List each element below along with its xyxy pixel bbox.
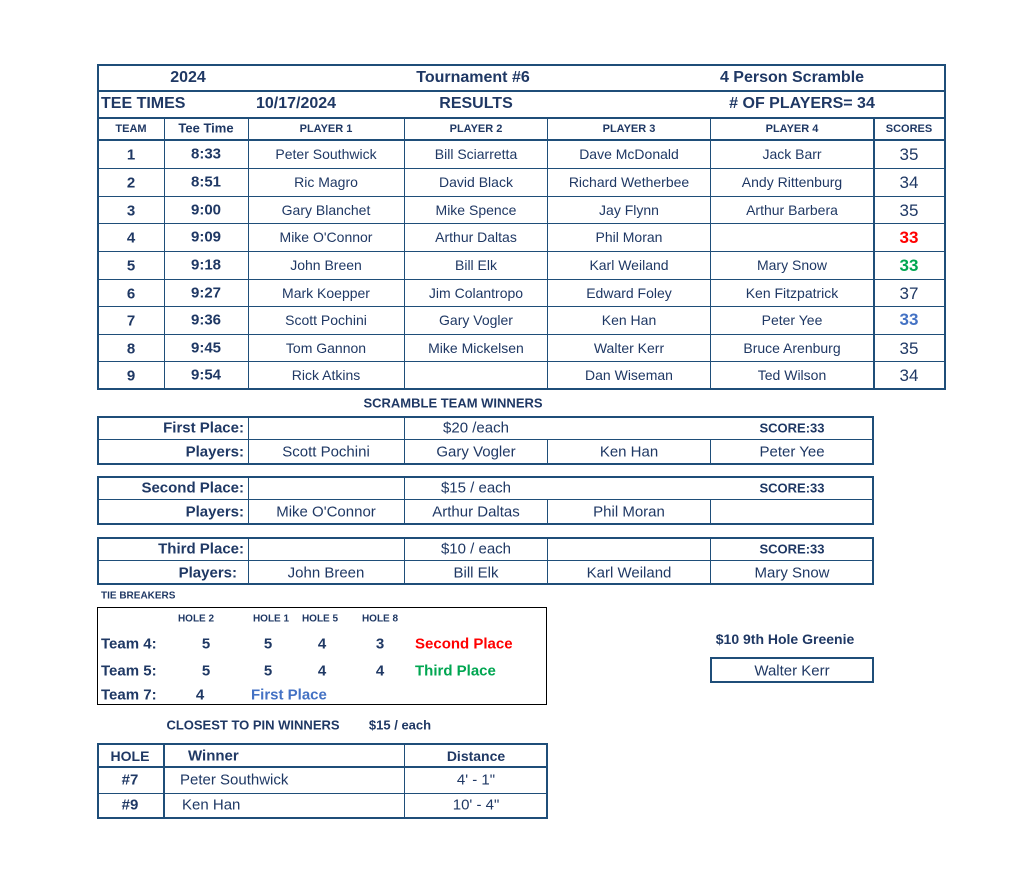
- divider: [163, 743, 165, 819]
- year: 2024: [170, 69, 206, 86]
- tee-time: 9:45: [190, 339, 222, 357]
- winner-player: Karl Weiland: [586, 564, 672, 582]
- divider: [97, 499, 874, 500]
- closest-col-hole: HOLE: [110, 748, 150, 764]
- divider: [248, 416, 249, 465]
- winner-player: Mike O'Connor: [276, 503, 376, 521]
- team-number: 9: [126, 367, 136, 385]
- closest-winner: Peter Southwick: [180, 771, 289, 789]
- team-score: 33: [899, 228, 919, 247]
- team-score: 33: [899, 256, 919, 275]
- divider: [97, 139, 946, 141]
- divider: [873, 117, 875, 390]
- closest-col-distance: Distance: [446, 748, 506, 764]
- winner-player: Gary Vogler: [436, 443, 516, 461]
- player-name: Andy Rittenburg: [741, 174, 843, 190]
- player-name: Dave McDonald: [579, 146, 679, 162]
- team-score: 35: [899, 339, 919, 358]
- player-name: David Black: [439, 174, 513, 190]
- divider: [404, 416, 405, 465]
- tie-hole-header: HOLE 8: [361, 613, 399, 625]
- divider: [248, 537, 249, 585]
- player-name: John Breen: [290, 257, 362, 273]
- team-number: 3: [126, 202, 136, 220]
- tie-value: 4: [375, 662, 385, 680]
- player-name: Mike Mickelsen: [428, 340, 524, 356]
- player-name: Arthur Barbera: [746, 202, 838, 218]
- divider: [97, 306, 946, 307]
- tee-time: 8:51: [190, 173, 222, 191]
- tie-value: 5: [201, 635, 211, 653]
- team-number: 5: [126, 257, 136, 275]
- team-number: 6: [126, 285, 136, 303]
- player-name: Arthur Daltas: [435, 229, 517, 245]
- tee-time: 8:33: [190, 145, 222, 163]
- player-name: Dan Wiseman: [585, 367, 673, 383]
- second-place-score: SCORE:33: [759, 480, 825, 496]
- divider: [97, 361, 946, 362]
- tee-time: 9:09: [190, 228, 222, 246]
- divider: [97, 251, 946, 252]
- col-scores: SCORES: [885, 123, 933, 135]
- winner-player: Bill Elk: [453, 564, 499, 582]
- tee-time: 9:54: [190, 366, 222, 384]
- player-name: Bill Elk: [454, 257, 498, 273]
- col-player4: PLAYER 4: [765, 123, 819, 135]
- tee-time: 9:27: [190, 284, 222, 302]
- divider: [97, 223, 946, 224]
- team-score: 34: [899, 366, 919, 385]
- winner-player: John Breen: [287, 564, 365, 582]
- team-number: 7: [126, 312, 136, 330]
- player-name: Ted Wilson: [757, 367, 827, 383]
- team-number: 8: [126, 340, 136, 358]
- player-name: Tom Gannon: [285, 340, 367, 356]
- tournament-title: Tournament #6: [416, 69, 530, 86]
- player-name: Jay Flynn: [599, 202, 659, 218]
- player-name: Mike Spence: [435, 202, 517, 218]
- divider: [547, 499, 548, 525]
- divider: [710, 117, 711, 390]
- divider: [547, 439, 548, 465]
- col-player2: PLAYER 2: [449, 123, 503, 135]
- tee-time: 9:18: [190, 256, 222, 274]
- player-name: Ken Fitzpatrick: [745, 285, 839, 301]
- divider: [97, 196, 946, 197]
- divider: [404, 537, 405, 585]
- format: 4 Person Scramble: [719, 69, 865, 86]
- player-name: Gary Blanchet: [281, 202, 371, 218]
- tie-value: 5: [263, 662, 273, 680]
- players-count: # OF PLAYERS= 34: [729, 95, 875, 112]
- tie-team-label: Team 5:: [101, 662, 157, 680]
- players-label: Players:: [185, 443, 244, 461]
- team-number: 4: [126, 229, 136, 247]
- tie-hole-header: HOLE 5: [301, 613, 339, 625]
- team-number: 2: [126, 174, 136, 192]
- divider: [404, 743, 405, 819]
- closest-hole: #9: [121, 796, 139, 814]
- divider: [97, 117, 946, 119]
- divider: [97, 168, 946, 169]
- closest-distance: 10' - 4": [452, 796, 500, 814]
- player-name: Ken Han: [601, 312, 657, 328]
- player-name: Peter Southwick: [275, 146, 377, 162]
- col-team: TEAM: [115, 123, 147, 135]
- tie-hole-header: HOLE 1: [252, 613, 290, 625]
- tie-value: 5: [201, 662, 211, 680]
- third-place-score: SCORE:33: [759, 541, 825, 557]
- closest-col-winner: Winner: [188, 747, 239, 765]
- team-score: 35: [899, 145, 919, 164]
- tie-result-third: Third Place: [415, 662, 496, 680]
- team-score: 34: [899, 173, 919, 192]
- divider: [710, 499, 711, 525]
- tie-team-label: Team 4:: [101, 635, 157, 653]
- first-place-label: First Place:: [163, 419, 244, 437]
- divider: [97, 90, 946, 92]
- closest-title: CLOSEST TO PIN WINNERS: [166, 717, 340, 733]
- tie-value: 4: [195, 686, 205, 704]
- player-name: Bill Sciarretta: [434, 146, 518, 162]
- closest-hole: #7: [121, 771, 139, 789]
- second-place-label: Second Place:: [141, 479, 244, 497]
- winners-title: SCRAMBLE TEAM WINNERS: [363, 395, 543, 411]
- tie-result-first: First Place: [251, 686, 327, 704]
- divider: [97, 279, 946, 280]
- player-name: Jim Colantropo: [428, 285, 524, 301]
- player-name: Ric Magro: [294, 174, 358, 190]
- second-place-prize: $15 / each: [440, 479, 512, 497]
- divider: [404, 476, 405, 525]
- player-name: Peter Yee: [761, 312, 823, 328]
- player-name: Rick Atkins: [291, 367, 361, 383]
- tee-time: 9:36: [190, 311, 222, 329]
- winner-player: Mary Snow: [754, 564, 830, 582]
- divider: [97, 334, 946, 335]
- player-name: Mark Koepper: [282, 285, 370, 301]
- divider: [248, 476, 249, 525]
- divider: [547, 537, 548, 585]
- player-name: Scott Pochini: [285, 312, 367, 328]
- col-player3: PLAYER 3: [602, 123, 656, 135]
- closest-distance: 4' - 1": [456, 771, 496, 789]
- tie-value: 4: [317, 635, 327, 653]
- first-place-prize: $20 /each: [443, 419, 509, 437]
- winner-player: Phil Moran: [593, 503, 665, 521]
- divider: [547, 117, 548, 390]
- tie-value: 4: [317, 662, 327, 680]
- divider: [248, 117, 249, 390]
- divider: [97, 439, 874, 440]
- divider: [404, 117, 405, 390]
- tie-value: 5: [263, 635, 273, 653]
- col-tee-time: Tee Time: [178, 120, 234, 136]
- player-name: Gary Vogler: [439, 312, 513, 328]
- col-player1: PLAYER 1: [299, 123, 353, 135]
- player-name: Edward Foley: [586, 285, 672, 301]
- results-label: RESULTS: [439, 95, 513, 112]
- divider: [164, 117, 165, 390]
- player-name: Karl Weiland: [589, 257, 669, 273]
- tee-times-label: TEE TIMES: [101, 95, 186, 112]
- player-name: Bruce Arenburg: [743, 340, 841, 356]
- winner-player: Arthur Daltas: [432, 503, 520, 521]
- player-name: Mike O'Connor: [279, 229, 373, 245]
- players-label: Players:: [178, 564, 237, 582]
- tie-breakers-title: TIE BREAKERS: [101, 590, 176, 602]
- player-name: Richard Wetherbee: [568, 174, 690, 190]
- team-score: 33: [899, 310, 919, 329]
- closest-winner: Ken Han: [182, 796, 241, 814]
- player-name: Mary Snow: [756, 257, 828, 273]
- player-name: Phil Moran: [595, 229, 663, 245]
- greenie-label: $10 9th Hole Greenie: [715, 631, 855, 647]
- divider: [710, 439, 711, 465]
- tie-result-second: Second Place: [415, 635, 513, 653]
- player-name: Jack Barr: [762, 146, 822, 162]
- tie-value: 3: [375, 635, 385, 653]
- greenie-winner: Walter Kerr: [754, 662, 830, 680]
- team-score: 37: [899, 284, 919, 303]
- team-number: 1: [126, 146, 136, 164]
- tee-time: 9:00: [190, 201, 222, 219]
- first-place-score: SCORE:33: [759, 420, 825, 436]
- closest-prize: $15 / each: [368, 717, 432, 733]
- players-label: Players:: [185, 503, 244, 521]
- winner-player: Ken Han: [599, 443, 659, 461]
- third-place-label: Third Place:: [158, 540, 244, 558]
- tie-hole-header: HOLE 2: [177, 613, 215, 625]
- winner-player: Peter Yee: [759, 443, 825, 461]
- third-place-prize: $10 / each: [440, 540, 512, 558]
- divider: [710, 537, 711, 585]
- winner-player: Scott Pochini: [282, 443, 370, 461]
- team-score: 35: [899, 201, 919, 220]
- tie-team-label: Team 7:: [101, 686, 157, 704]
- date: 10/17/2024: [255, 95, 337, 112]
- player-name: Walter Kerr: [593, 340, 665, 356]
- divider: [97, 560, 874, 561]
